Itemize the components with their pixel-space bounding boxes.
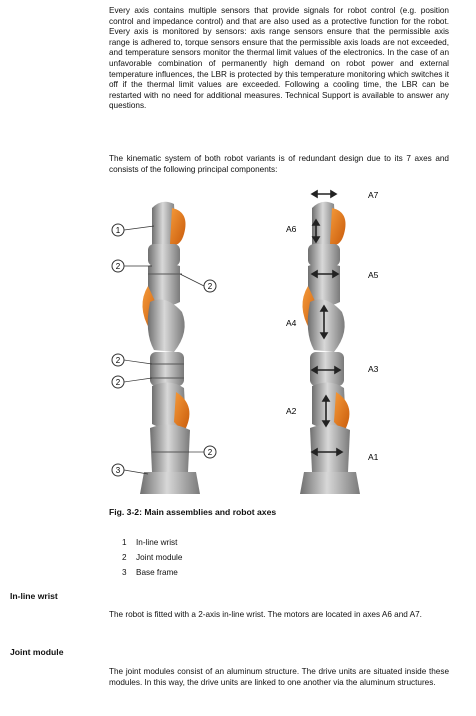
robot-figure <box>100 182 440 502</box>
robot-left <box>140 202 200 494</box>
legend-label: Base frame <box>136 568 178 577</box>
axis-label-a4: A4 <box>286 318 297 328</box>
legend-num: 2 <box>122 553 127 562</box>
callout-3 <box>112 464 148 476</box>
svg-text:2: 2 <box>115 356 121 365</box>
callout-2a <box>112 260 152 272</box>
legend-item <box>122 565 182 580</box>
svg-text:2: 2 <box>207 448 213 457</box>
legend-label: In-line wrist <box>136 538 178 547</box>
axis-label-a6: A6 <box>286 224 297 234</box>
axis-label-a5: A5 <box>368 270 379 280</box>
svg-text:3: 3 <box>115 466 121 475</box>
legend-num: 1 <box>122 538 127 547</box>
axis-label-a1: A1 <box>368 452 379 462</box>
intro-paragraph: Every axis contains multiple sensors that provide signals for robot control (e.g. position control and impedance control) and that are also used as a protective function for the robot. Every axis is monitored by sensors: axis range sensors ensure that the permissible axis range is adhered to, torque sensors ensure that the permissible axis loads are not exceeded, and temperature sensors monitor the thermal limit values of the electronics. In the case of an unfavorable combination of permanently high demand on robot power and external temperature influences, the LBR is protected by this temperature monitoring which switches it off if the thermal limit values are exceeded. Following a cooling time, the LBR can be restarted with no need for additional measures. Technical Support is available to answer any questions. <box>109 6 449 111</box>
legend-num: 3 <box>122 568 127 577</box>
robot-right <box>300 202 360 494</box>
legend-item <box>122 535 182 550</box>
callout-2e <box>188 446 216 458</box>
svg-text:1: 1 <box>115 226 121 235</box>
axis-label-a2: A2 <box>286 406 297 416</box>
callout-2d <box>112 376 152 388</box>
callout-2c <box>112 354 152 366</box>
axis-label-a3: A3 <box>368 364 379 374</box>
callout-2b <box>180 274 216 292</box>
svg-text:2: 2 <box>207 282 213 291</box>
svg-text:2: 2 <box>115 378 121 387</box>
section-text-joint-module: The joint modules consist of an aluminum structure. The drive units are situated inside these modules. In this way, the drive units are linked to one another via the aluminum structures. <box>109 667 449 687</box>
legend-item <box>122 550 182 565</box>
svg-text:2: 2 <box>115 262 121 271</box>
legend <box>122 535 182 580</box>
section-heading-joint-module: Joint module <box>10 647 64 657</box>
axis-label-a7: A7 <box>368 190 379 200</box>
figure-caption: Fig. 3-2: Main assemblies and robot axes <box>109 507 277 517</box>
callout-1 <box>112 224 154 236</box>
section-heading-inline-wrist: In-line wrist <box>10 591 58 601</box>
kinematic-paragraph: The kinematic system of both robot variants is of redundant design due to its 7 axes and consists of the following principal components: <box>109 154 449 174</box>
section-text-inline-wrist: The robot is fitted with a 2-axis in-line wrist. The motors are located in axes A6 and A7. <box>109 610 422 619</box>
legend-label: Joint module <box>136 553 183 562</box>
